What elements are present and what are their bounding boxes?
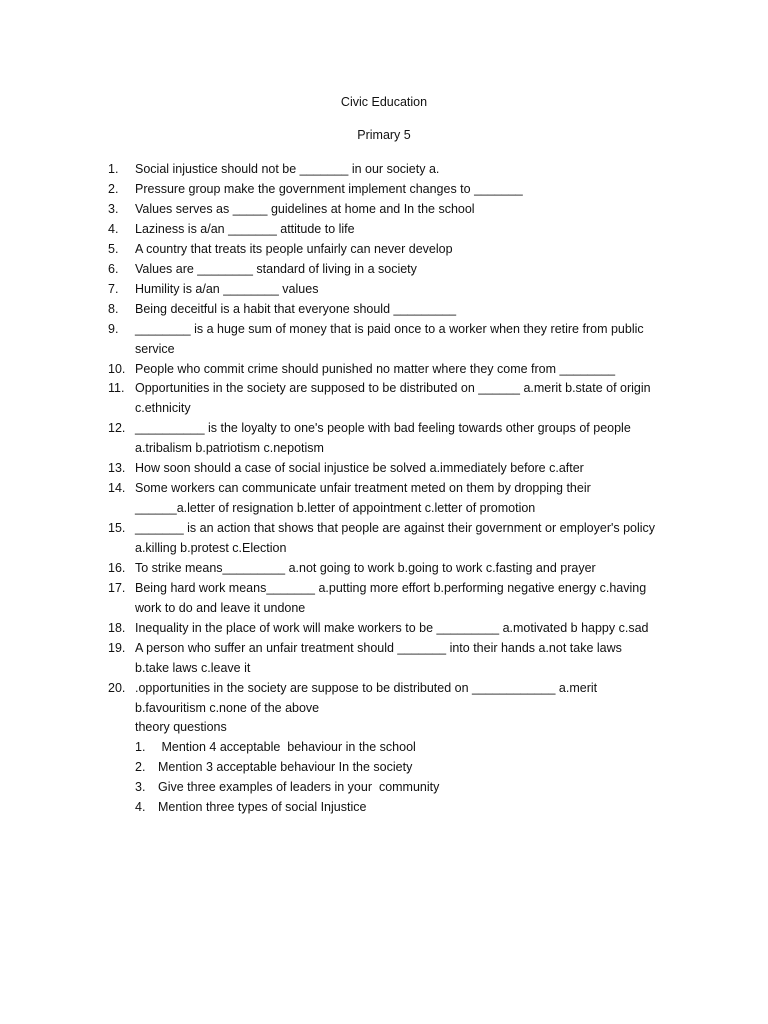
question-item (108, 300, 708, 320)
question-number: 7. (108, 281, 119, 296)
question-number: 19. (108, 640, 126, 655)
question-text: Pressure group make the government implement changes to _______ (135, 181, 523, 196)
question-number: 12. (108, 421, 126, 436)
question-item (108, 579, 708, 619)
question-number: 4. (108, 221, 119, 236)
question-text: Values are ________ standard of living in a society (135, 261, 417, 276)
question-text: Inequality in the place of work will make workers to be _________ a.motivated b happy c.sad (135, 620, 649, 635)
question-text: Social injustice should not be _______ in our society a. (135, 162, 440, 176)
theory-question-item (135, 798, 439, 818)
question-text: ______a.letter of resignation b.letter of appointment c.letter of promotion (135, 501, 536, 516)
question-item (108, 220, 708, 240)
question-text: ________ is a huge sum of money that is paid once to a worker when they retire from public (135, 321, 644, 336)
question-number: 14. (108, 481, 126, 496)
question-item (108, 679, 708, 719)
question-text: Being hard work means_______ a.putting more effort b.performing negative energy c.having (135, 581, 647, 596)
theory-question-text: Mention 3 acceptable behaviour In the society (158, 759, 413, 774)
question-item (108, 320, 708, 360)
question-number: 11. (108, 381, 125, 396)
question-text: a.killing b.protest c.Election (135, 541, 287, 556)
question-item (108, 479, 708, 519)
question-item (108, 519, 708, 559)
question-text: How soon should a case of social injustice be solved a.immediately before c.after (135, 461, 584, 476)
question-item (108, 559, 708, 579)
question-text: A person who suffer an unfair treatment should _______ into their hands a.not take laws (135, 640, 622, 655)
question-text: A country that treats its people unfairly can never develop (135, 241, 453, 256)
question-number: 8. (108, 301, 119, 316)
document-title: Civic Education (340, 95, 428, 109)
theory-heading: theory questions (135, 720, 227, 734)
question-item (108, 200, 708, 220)
question-number: 16. (108, 561, 126, 576)
question-text: Being deceitful is a habit that everyone should _________ (135, 301, 457, 316)
question-item (108, 280, 708, 300)
theory-question-item (135, 738, 439, 758)
question-number: 3. (108, 201, 119, 216)
question-item (108, 419, 708, 459)
question-number: 20. (108, 680, 126, 695)
theory-question-text: Mention 4 acceptable behaviour in the school (158, 740, 416, 754)
theory-question-number: 2. (135, 759, 146, 774)
question-text: Opportunities in the society are supposed to be distributed on ______ a.merit b.state of origin (135, 381, 651, 396)
question-text: People who commit crime should punished no matter where they come from ________ (135, 361, 616, 376)
theory-question-number: 3. (135, 779, 146, 794)
question-item (108, 240, 708, 260)
question-text: b.take laws c.leave it (135, 660, 251, 675)
question-number: 9. (108, 321, 119, 336)
question-number: 18. (108, 620, 126, 635)
question-text: Values serves as _____ guidelines at home and In the school (135, 201, 475, 216)
question-number: 13. (108, 461, 126, 476)
question-text: .opportunities in the society are suppose to be distributed on ____________ a.merit (135, 680, 598, 695)
question-item (108, 260, 708, 280)
question-list (108, 160, 708, 719)
question-text: a.tribalism b.patriotism c.nepotism (135, 441, 324, 456)
theory-question-number: 4. (135, 799, 146, 814)
question-number: 15. (108, 521, 126, 536)
question-number: 2. (108, 181, 119, 196)
question-text: service (135, 341, 175, 356)
question-text: _______ is an action that shows that people are against their government or employer's policy (135, 521, 656, 536)
theory-question-text: Mention three types of social Injustice (158, 799, 367, 814)
question-number: 5. (108, 241, 119, 256)
theory-question-text: Give three examples of leaders in your community (158, 779, 440, 794)
question-number: 10. (108, 361, 126, 376)
question-item (108, 639, 708, 679)
question-item (108, 619, 708, 639)
theory-question-item (135, 758, 439, 778)
question-text: Some workers can communicate unfair treatment meted on them by dropping their (135, 481, 591, 496)
question-item (108, 160, 708, 180)
question-item (108, 379, 708, 419)
question-item (108, 180, 708, 200)
question-text: b.favouritism c.none of the above (135, 700, 320, 715)
question-number: 17. (108, 581, 126, 596)
question-text: Laziness is a/an _______ attitude to life (135, 221, 355, 236)
question-item (108, 360, 708, 380)
question-number: 1. (108, 162, 119, 176)
document-subtitle: Primary 5 (357, 128, 411, 142)
question-text: Humility is a/an ________ values (135, 281, 319, 296)
question-number: 6. (108, 261, 119, 276)
question-text: __________ is the loyalty to one's people with bad feeling towards other groups of people (135, 421, 631, 436)
question-item (108, 459, 708, 479)
theory-question-list (135, 738, 439, 818)
theory-question-number: 1. (135, 740, 146, 754)
question-text: work to do and leave it undone (135, 600, 306, 615)
question-text: To strike means_________ a.not going to work b.going to work c.fasting and prayer (135, 561, 596, 576)
theory-question-item (135, 778, 439, 798)
question-text: c.ethnicity (135, 401, 191, 416)
